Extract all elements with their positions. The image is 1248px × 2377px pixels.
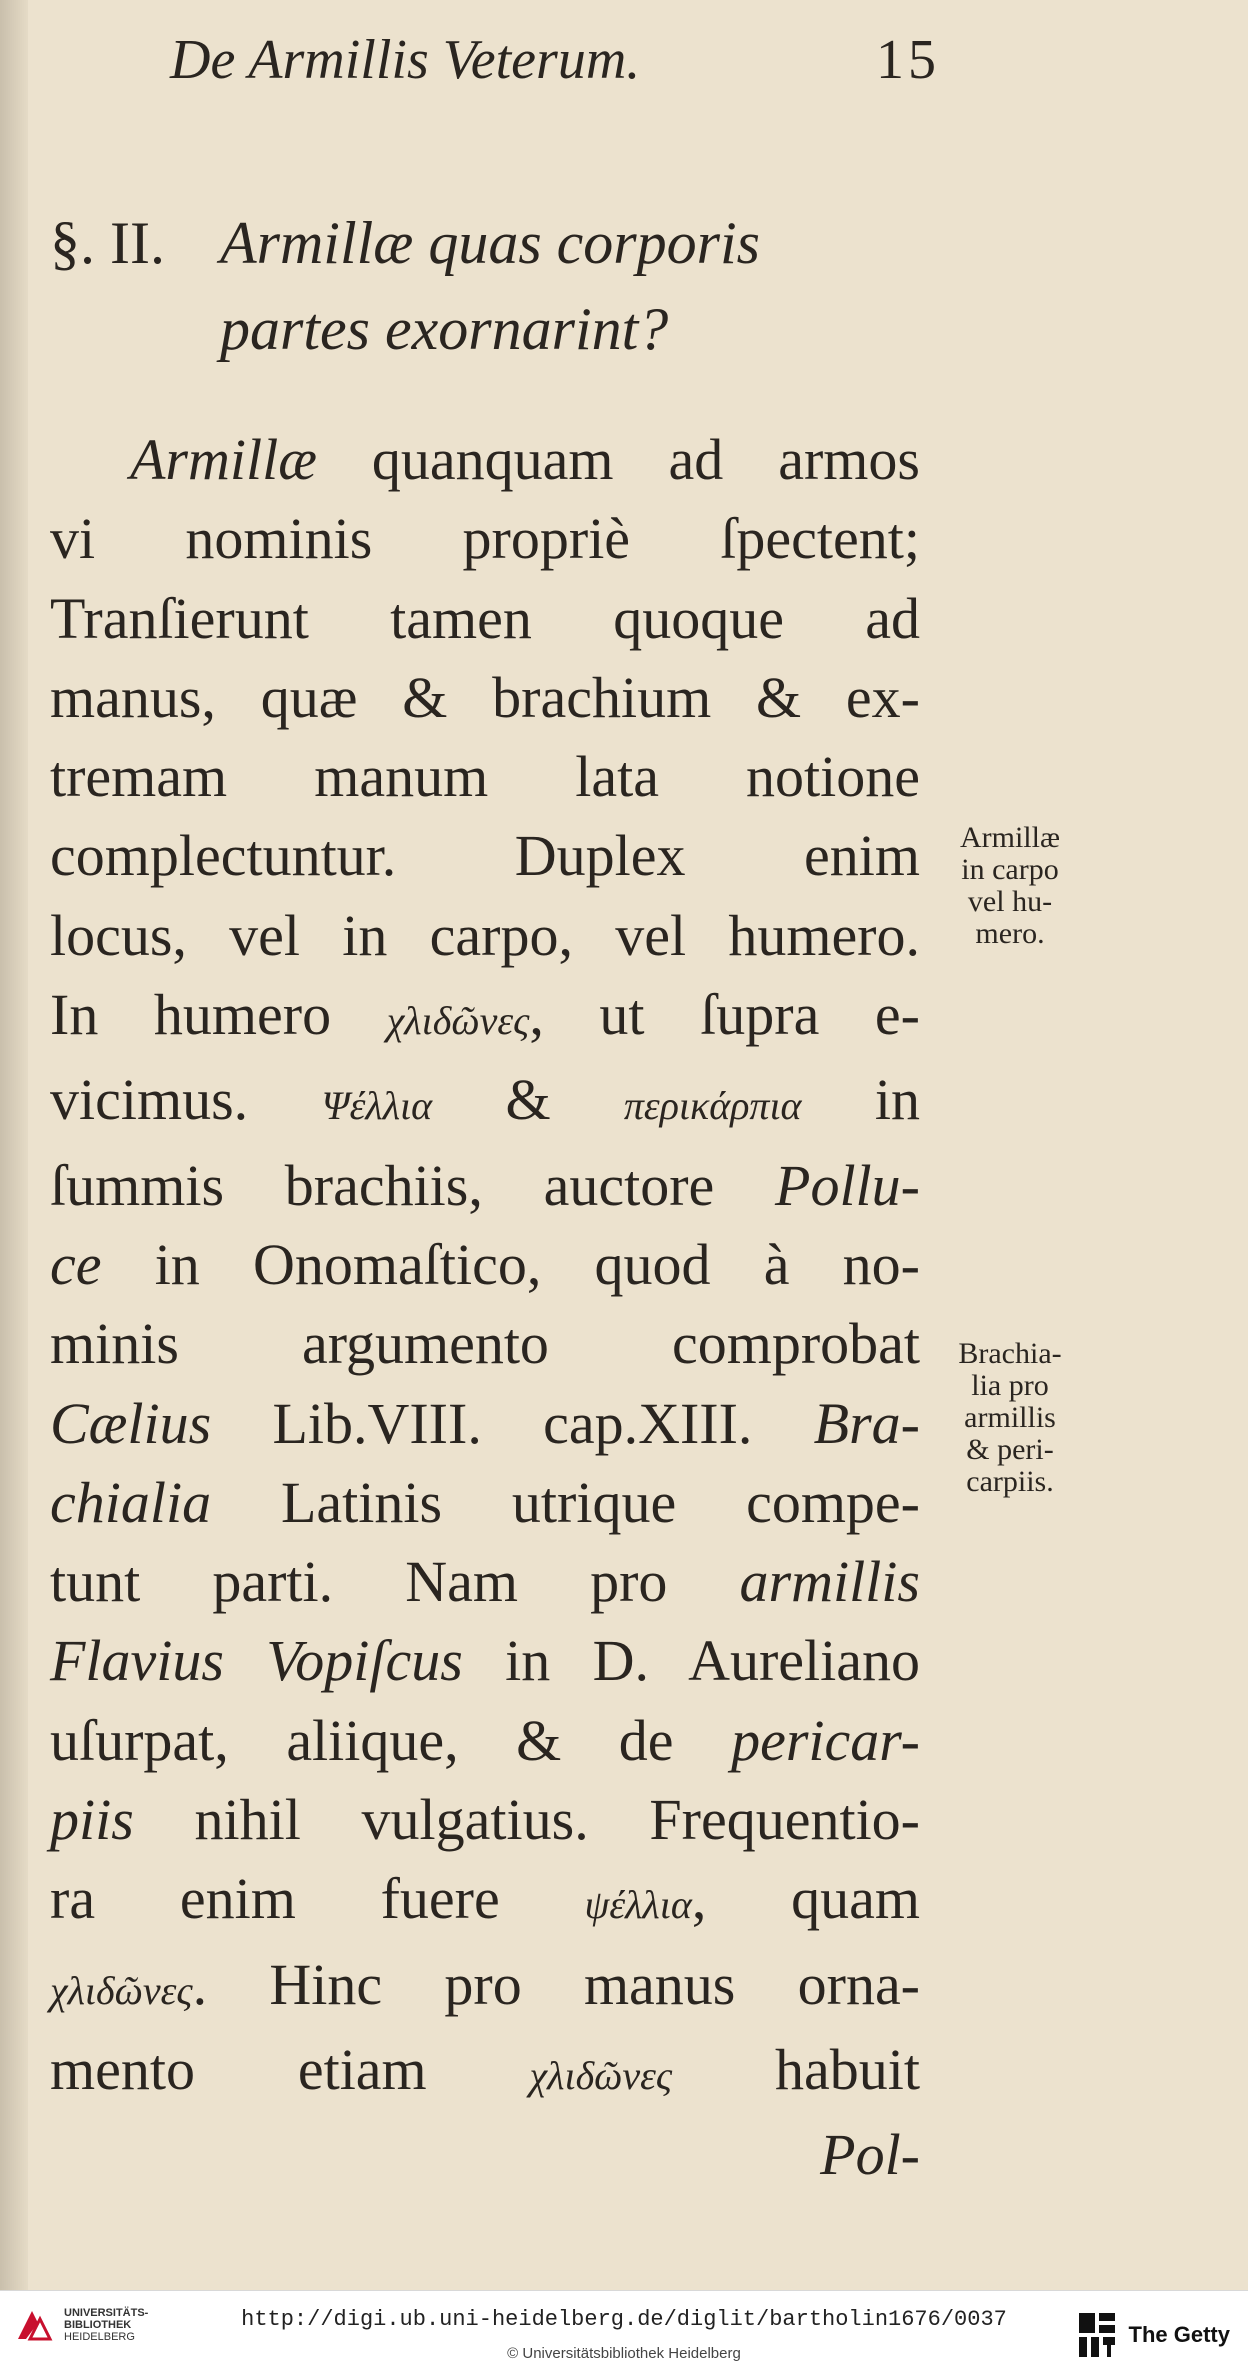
greek-word: χλιδῶνες bbox=[386, 998, 530, 1044]
text-line bbox=[50, 1701, 920, 1780]
text-line: vi nominis propriè ſpectent; bbox=[50, 506, 920, 572]
text-run: uſurpat, aliique, & de bbox=[50, 1707, 732, 1773]
library-name-line: HEIDELBERG bbox=[64, 2331, 135, 2343]
viewer-footer bbox=[0, 2290, 1248, 2377]
text-run: tunt parti. Nam pro bbox=[50, 1549, 740, 1615]
text-run: In humero bbox=[50, 982, 387, 1048]
text-run: in D. Aureliano bbox=[462, 1628, 921, 1694]
text-run: Latinis utrique compe- bbox=[211, 1469, 920, 1535]
italic-word: Armillæ bbox=[130, 427, 317, 492]
italic-word: Cælius bbox=[50, 1390, 212, 1456]
text-line bbox=[50, 1542, 920, 1621]
text-line bbox=[50, 2030, 920, 2115]
text-run: , ut ſupra e- bbox=[529, 982, 920, 1048]
text-line bbox=[50, 1859, 920, 1944]
text-line bbox=[50, 1621, 920, 1700]
section-heading bbox=[50, 200, 950, 372]
margin-note-line: Brachia- bbox=[958, 1337, 1062, 1370]
greek-word: ψέλλια bbox=[584, 1882, 692, 1928]
copyright-notice: © Universitätsbibliothek Heidelberg bbox=[507, 2345, 741, 2362]
greek-word: χλιδῶνες bbox=[50, 1967, 193, 2013]
italic-word: Bra- bbox=[813, 1390, 920, 1456]
italic-word: pericar- bbox=[731, 1707, 920, 1773]
library-name-line: UNIVERSITÄTS- bbox=[64, 2307, 149, 2319]
greek-word: περικάρπια bbox=[623, 1083, 802, 1129]
italic-word: armillis bbox=[739, 1549, 920, 1615]
greek-word: χλιδῶνες bbox=[529, 2052, 673, 2098]
running-head-title: De Armillis Veterum. bbox=[170, 29, 641, 91]
text-run: Lib.VIII. cap.XIII. bbox=[211, 1390, 814, 1456]
text-run: . Hinc pro manus orna- bbox=[192, 1951, 920, 2017]
text-run: , quam bbox=[691, 1866, 920, 1932]
italic-word: ce bbox=[50, 1231, 102, 1297]
margin-note-line: & peri- bbox=[966, 1433, 1054, 1466]
margin-note-armillae bbox=[940, 822, 1080, 950]
text-line bbox=[50, 1384, 920, 1463]
margin-note-line: Armillæ bbox=[959, 821, 1060, 854]
permalink-url[interactable]: http://digi.ub.uni-heidelberg.de/diglit/bartholin1676/0037 bbox=[241, 2307, 1007, 2332]
italic-word: Flavius Vopiſcus bbox=[50, 1628, 463, 1694]
text-run: in Onomaſtico, quod à no- bbox=[101, 1231, 920, 1297]
text-line bbox=[50, 1780, 920, 1859]
text-line: manus, quæ & brachium & ex- bbox=[50, 664, 920, 730]
library-name-line: BIBLIOTHEK bbox=[64, 2319, 132, 2331]
margin-note-line: in carpo bbox=[961, 853, 1059, 886]
italic-word: Pollu- bbox=[775, 1152, 920, 1218]
margin-note-line: armillis bbox=[964, 1401, 1056, 1434]
text-line bbox=[50, 1060, 920, 1145]
page-gutter-shadow bbox=[0, 0, 28, 2290]
text-line bbox=[50, 1463, 920, 1542]
margin-note-line: mero. bbox=[975, 917, 1045, 950]
text-run: vicimus. bbox=[50, 1067, 322, 1133]
running-head bbox=[170, 28, 940, 92]
text-line: complectuntur. Duplex enim bbox=[50, 823, 920, 889]
text-run: quanquam ad armos bbox=[316, 427, 920, 492]
getty-logo-icon bbox=[1077, 2311, 1117, 2359]
section-title-line-2: partes exornarint? bbox=[220, 296, 669, 362]
margin-note-line: carpiis. bbox=[966, 1465, 1054, 1498]
italic-word: piis bbox=[50, 1787, 134, 1853]
catchword: Pol- bbox=[820, 2122, 920, 2188]
margin-note-line: lia pro bbox=[971, 1369, 1049, 1402]
text-line: tremam manum lata notione bbox=[50, 744, 920, 810]
text-line: minis argumento comprobat bbox=[50, 1311, 920, 1377]
margin-note-line: vel hu- bbox=[967, 885, 1053, 918]
text-run: ra enim fuere bbox=[50, 1866, 585, 1932]
text-line bbox=[50, 1146, 920, 1225]
text-line: locus, vel in carpo, vel humero. bbox=[50, 902, 920, 968]
section-number: §. II. bbox=[50, 210, 165, 276]
partner-name: The Getty bbox=[1128, 2322, 1230, 2347]
page-number: 15 bbox=[876, 29, 940, 91]
text-run: ſummis brachiis, auctore bbox=[50, 1152, 776, 1218]
greek-word: Ψέλλια bbox=[321, 1083, 433, 1129]
text-line bbox=[50, 420, 920, 499]
margin-note-brachialia bbox=[940, 1338, 1080, 1498]
section-title-line-1: Armillæ quas corporis bbox=[219, 210, 761, 276]
text-line: Tranſierunt tamen quoque ad bbox=[50, 585, 920, 651]
text-run: mento etiam bbox=[50, 2036, 530, 2102]
text-run: habuit bbox=[672, 2036, 920, 2102]
italic-word: chialia bbox=[50, 1469, 212, 1535]
text-run: in bbox=[801, 1067, 920, 1133]
text-line bbox=[50, 975, 920, 1060]
text-line bbox=[50, 1225, 920, 1304]
partner-logo[interactable] bbox=[1077, 2311, 1230, 2359]
text-line bbox=[50, 1945, 920, 2030]
text-run: nihil vulgatius. Frequentio- bbox=[133, 1787, 920, 1853]
body-text bbox=[50, 420, 920, 2195]
text-run: & bbox=[432, 1067, 624, 1133]
